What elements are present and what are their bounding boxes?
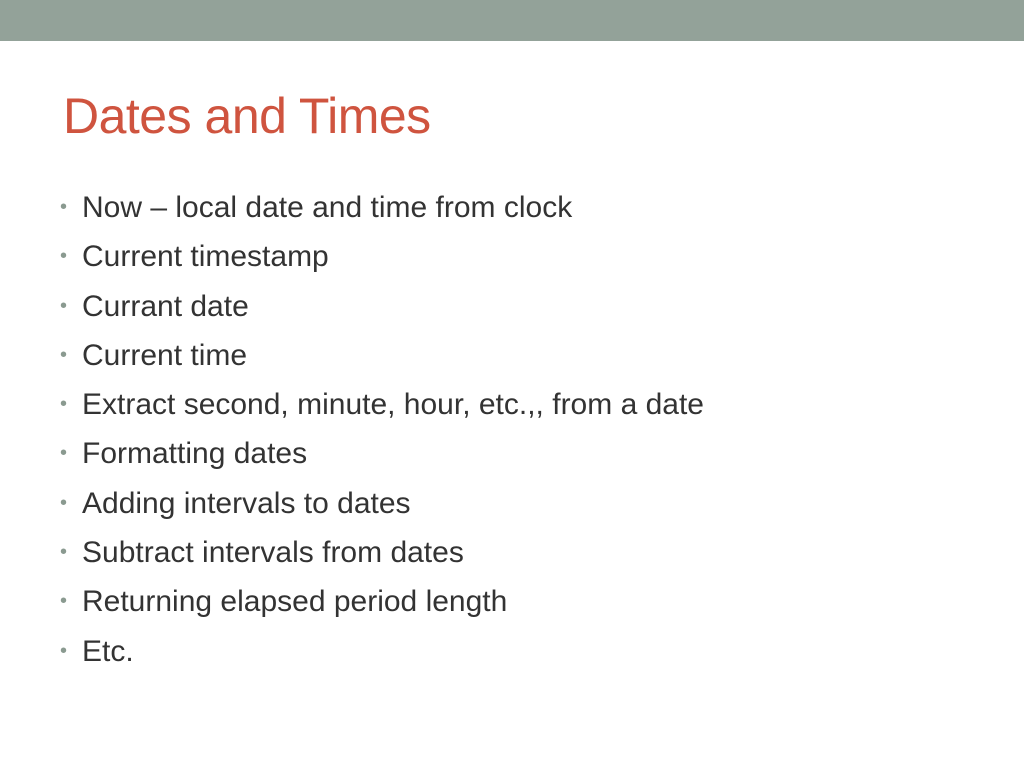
bullet-dot-icon: • (60, 491, 68, 514)
bullet-text: Returning elapsed period length (82, 585, 508, 619)
bullet-text: Adding intervals to dates (82, 486, 411, 520)
top-accent-band (0, 0, 1024, 41)
bullet-text: Current timestamp (82, 240, 329, 274)
bullet-text: Now – local date and time from clock (82, 191, 573, 224)
bullet-dot-icon: • (60, 343, 68, 366)
bullet-text: Current time (82, 338, 248, 372)
bullet-dot-icon: • (60, 442, 68, 465)
bullet-dot-icon: • (60, 393, 68, 416)
bullet-text: Subtract intervals from dates (82, 536, 464, 570)
bullet-text: Formatting dates (82, 437, 308, 471)
bullet-text: Currant date (82, 289, 249, 323)
bullet-dot-icon: • (60, 590, 68, 613)
bullet-dot-icon: • (60, 294, 68, 317)
bullet-text: Extract second, minute, hour, etc.,, from a date (82, 388, 704, 422)
slide-title: Dates and Times (63, 88, 431, 144)
bullet-dot-icon: • (60, 541, 68, 564)
bullet-dot-icon: • (60, 639, 68, 662)
bullet-dot-icon: • (60, 196, 68, 218)
bullet-dot-icon: • (60, 245, 68, 268)
bullet-text: Etc. (82, 634, 134, 668)
